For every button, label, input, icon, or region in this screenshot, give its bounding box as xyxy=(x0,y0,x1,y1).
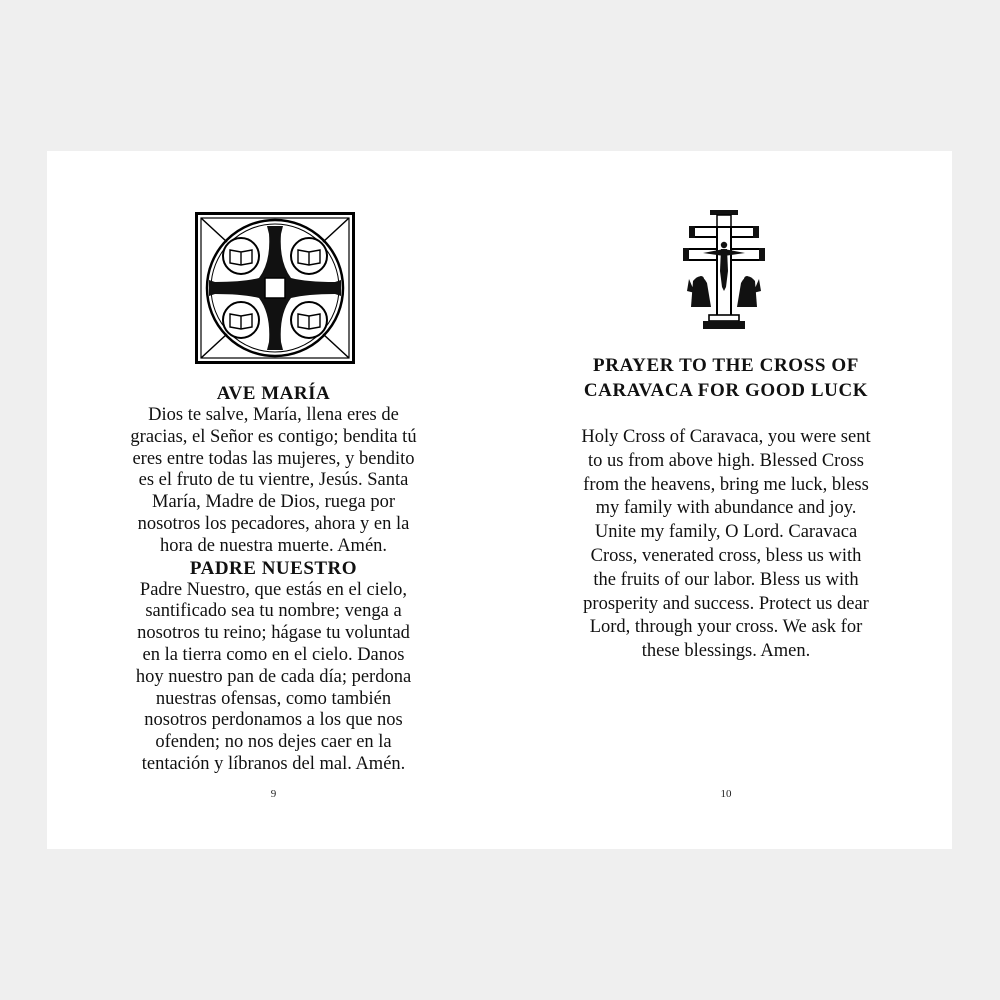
padre-nuestro-line: nuestras ofensas, como también xyxy=(155,688,392,709)
caravaca-prayer-line: the fruits of our labor. Bless us with xyxy=(593,569,859,590)
caravaca-heading-line: PRAYER TO THE CROSS OF xyxy=(593,355,859,376)
ave-maria-heading: AVE MARÍA xyxy=(216,383,331,404)
caravaca-prayer-line: my family with abundance and joy. xyxy=(595,498,857,519)
ave-maria-line: María, Madre de Dios, ruega por xyxy=(152,492,395,513)
page-number-left: 9 xyxy=(270,788,277,800)
ave-maria-line: es el fruto de tu vientre, Jesús. Santa xyxy=(138,470,409,491)
ave-maria-line: eres entre todas las mujeres, y bendito xyxy=(132,448,415,469)
padre-nuestro-line: tentación y líbranos del mal. Amén. xyxy=(141,753,406,774)
caravaca-prayer-line: to us from above high. Blessed Cross xyxy=(588,450,864,471)
padre-nuestro-line: nosotros tu reino; hágase tu voluntad xyxy=(137,623,410,644)
padre-nuestro-line: Padre Nuestro, que estás en el cielo, xyxy=(139,579,408,600)
caravaca-prayer-line: these blessings. Amen. xyxy=(641,641,811,662)
padre-nuestro-line: santificado sea tu nombre; venga a xyxy=(145,601,402,622)
padre-nuestro-line: nosotros perdonamos a los que nos xyxy=(144,710,403,731)
book-spread xyxy=(47,151,952,849)
caravaca-cross-icon xyxy=(683,209,765,331)
page-number-right: 10 xyxy=(720,788,732,800)
ave-maria-line: hora de nuestra muerte. Amén. xyxy=(159,535,388,556)
padre-nuestro-line: ofenden; no nos dejes caer en la xyxy=(155,732,392,753)
ave-maria-line: nosotros los pecadores, ahora y en la xyxy=(137,513,410,534)
cross-with-books-emblem-icon xyxy=(195,212,355,364)
right-page-text xyxy=(530,426,922,664)
padre-nuestro-line: en la tierra como en el cielo. Danos xyxy=(142,644,405,665)
caravaca-prayer-line: Lord, through your cross. We ask for xyxy=(589,617,863,638)
left-page-text xyxy=(87,383,460,776)
right-page xyxy=(500,151,952,849)
left-page xyxy=(47,151,500,849)
caravaca-heading-line: CARAVACA FOR GOOD LUCK xyxy=(583,380,869,401)
ave-maria-line: Dios te salve, María, llena eres de xyxy=(148,405,399,425)
padre-nuestro-line: hoy nuestro pan de cada día; perdona xyxy=(135,666,412,687)
caravaca-prayer-line: prosperity and success. Protect us dear xyxy=(583,593,869,614)
caravaca-prayer-line: Cross, venerated cross, bless us with xyxy=(590,545,862,566)
ave-maria-line: gracias, el Señor es contigo; bendita tú xyxy=(130,426,417,447)
caravaca-prayer-line: Holy Cross of Caravaca, you were sent xyxy=(581,427,871,447)
padre-nuestro-heading: PADRE NUESTRO xyxy=(189,557,358,579)
caravaca-prayer-line: Unite my family, O Lord. Caravaca xyxy=(594,522,858,543)
right-page-heading xyxy=(520,353,932,403)
caravaca-prayer-line: from the heavens, bring me luck, bless xyxy=(583,474,869,495)
